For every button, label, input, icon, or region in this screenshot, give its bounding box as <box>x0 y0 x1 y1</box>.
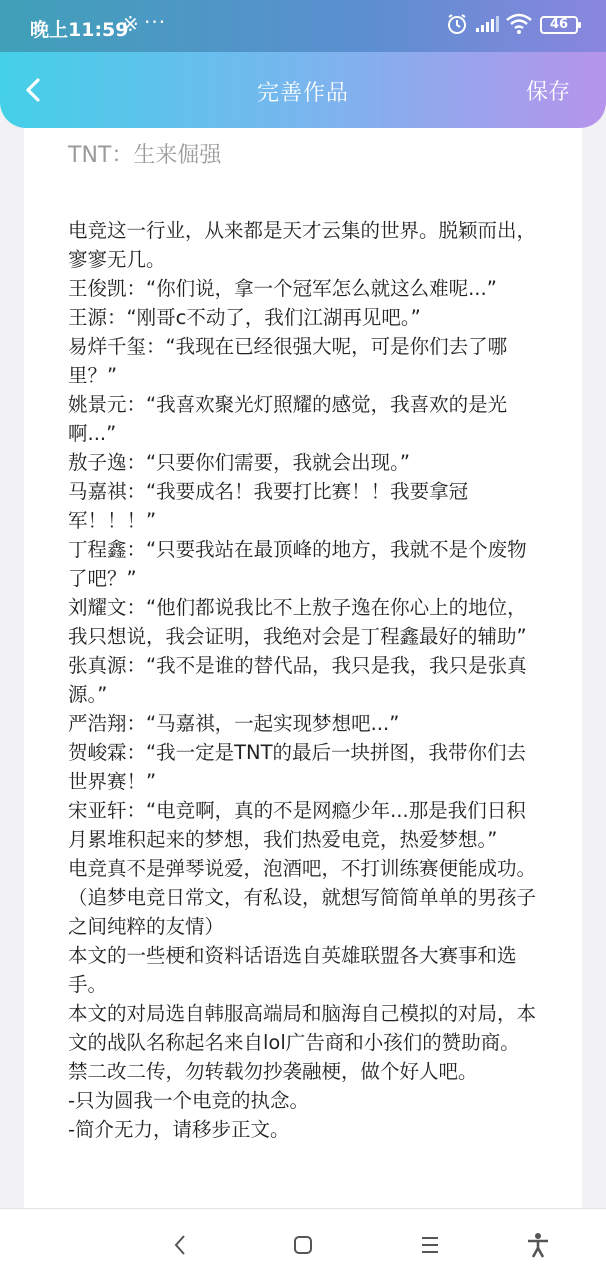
app-header <box>0 52 606 128</box>
status-time: 晚上11:59 <box>30 19 129 41</box>
status-bar <box>0 0 606 52</box>
work-editor-card <box>24 128 582 1218</box>
work-title-input[interactable]: TNT：生来倔强 <box>68 143 222 168</box>
system-navigation-bar <box>0 1208 606 1280</box>
save-button[interactable]: 保存 <box>525 80 570 105</box>
wifi-icon <box>506 13 532 35</box>
bluetooth-icon: ※ <box>122 12 139 36</box>
nav-menu-icon[interactable] <box>416 1231 444 1259</box>
signal-icon <box>476 16 500 34</box>
more-notifications-icon: ··· <box>144 10 167 34</box>
page-title: 完善作品 <box>256 81 349 106</box>
alarm-icon <box>446 13 468 35</box>
accessibility-icon[interactable] <box>524 1231 552 1259</box>
nav-back-icon[interactable] <box>166 1231 194 1259</box>
battery-indicator: 46 <box>540 16 578 34</box>
work-description-textarea[interactable]: 电竞这一行业，从来都是天才云集的世界。脱颖而出，寥寥无几。 王俊凯：“你们说，拿一个冠军怎么就这么难呢...” 王源：“刚哥c不动了，我们江湖再见吧。” 易烊千玺：“我现在已经很强大呢，可是你们去了哪里？” 姚景元：“我喜欢聚光灯照耀的感觉，我喜欢的是光啊...” 敖子逸：“只要你们需要，我就会出现。” 马嘉祺：“我要成名！我要打比赛！！我要拿冠军！！！” 丁程鑫：“只要我站在最顶峰的地方，我就不是个废物了吧？” 刘耀文：“他们都说我比不上敖子逸在你心上的地位，我只想说，我会证明，我绝对会是丁程鑫最好的辅助” 张真源：“我不是谁的替代品，我只是我，我只是张真源。” 严浩翔：“马嘉祺，一起实现梦想吧...” 贺峻霖：“我一定是TNT的最后一块拼图，我带你们去世界赛！” 宋亚轩：“电竞啊，真的不是网瘾少年...那是我们日积月累堆积起来的梦想，我们热爱电竞，热爱梦想。” 电竞真不是弹琴说爱，泡酒吧，不打训练赛便能成功。 （追梦电竞日常文，有私设，就想写简简单单的男孩子之间纯粹的友情） 本文的一些梗和资料话语选自英雄联盟各大赛事和选手。 本文的对局选自韩服高端局和脑海自己模拟的对局，本文的战队名称起名来自lol广告商和小孩们的赞助商。 禁二改二传，勿转载勿抄袭融梗，做个好人吧。 -只为圆我一个电竞的执念。 -简介无力，请移步正文。 <box>68 219 537 1141</box>
nav-home-icon[interactable] <box>289 1231 317 1259</box>
